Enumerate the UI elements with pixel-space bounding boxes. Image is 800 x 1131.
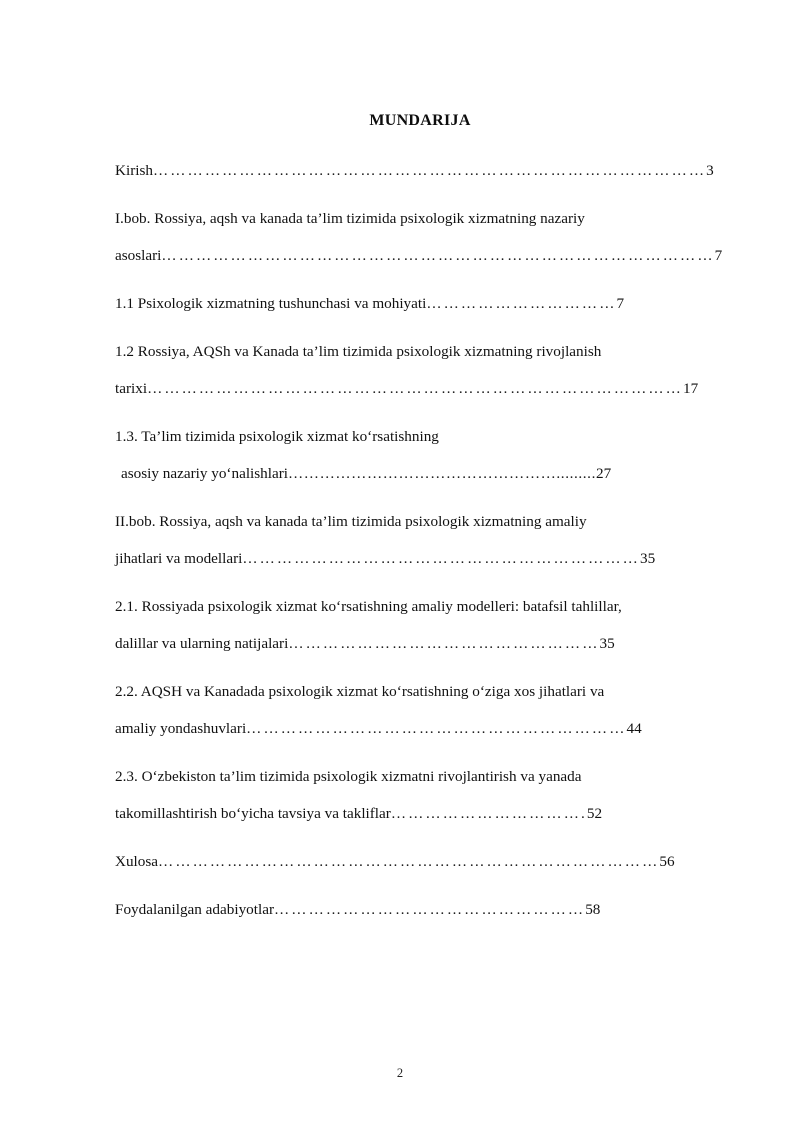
table-of-contents <box>115 152 725 928</box>
toc-leader-dots: ……………………………. <box>390 805 587 822</box>
toc-line <box>115 370 725 407</box>
toc-line <box>115 418 725 455</box>
toc-page-number: 35 <box>639 550 656 567</box>
toc-line <box>115 503 725 540</box>
toc-entry-title: 2.3. Oʻzbekiston ta’lim tizimida psixologik xizmatni rivojlantirish va yanada <box>115 768 582 785</box>
toc-entry-chapter-1 <box>115 200 725 274</box>
toc-entry-xulosa <box>115 843 725 880</box>
toc-line <box>115 625 725 662</box>
toc-line <box>115 891 725 928</box>
toc-entry-title-cont: tarixi <box>115 380 148 397</box>
toc-leader-dots: …………………………… <box>426 295 617 312</box>
toc-leader-dots: …………………………………………………………………………………… <box>161 247 715 264</box>
toc-leader-dots: …………………………………………………………………………… <box>158 853 660 870</box>
toc-line <box>115 710 725 747</box>
toc-entry-title-cont: asosiy nazariy yoʻnalishlari <box>121 465 289 482</box>
toc-page-number: 58 <box>585 901 601 918</box>
toc-line <box>115 455 725 492</box>
toc-leader-dots: …………………………………………………………………………………… <box>152 162 707 179</box>
toc-entry-references <box>115 891 725 928</box>
toc-entry-kirish <box>115 152 725 189</box>
toc-line <box>115 237 725 274</box>
toc-page-number: 52 <box>586 805 603 822</box>
toc-entry-section-2-3 <box>115 758 725 832</box>
toc-leader-dots: ………………………………………………………… <box>246 720 627 737</box>
toc-leader-dots: ………………………………………………………………………………… <box>147 380 683 397</box>
toc-entry-section-2-2 <box>115 673 725 747</box>
toc-entry-title: Xulosa <box>115 853 159 870</box>
toc-entry-title: 1.2 Rossiya, AQSh va Kanada ta’lim tizimida psixologik xizmatning rivojlanish <box>115 343 602 360</box>
toc-entry-title: 1.1 Psixologik xizmatning tushunchasi va mohiyati <box>115 295 427 312</box>
toc-line <box>115 540 725 577</box>
toc-entry-title-cont: takomillashtirish boʻyicha tavsiya va takliflar <box>115 805 391 822</box>
toc-line <box>115 588 725 625</box>
toc-page-number: 7 <box>616 295 625 312</box>
toc-page-number: 17 <box>682 380 699 397</box>
toc-entry-title: Kirish <box>115 162 153 179</box>
toc-content <box>115 112 725 939</box>
toc-line <box>115 285 725 322</box>
toc-page-number: 3 <box>706 162 714 179</box>
toc-entry-section-1-3 <box>115 418 725 492</box>
toc-entry-title-cont: jihatlari va modellari <box>115 550 243 567</box>
toc-entry-title: 1.3. Ta’lim tizimida psixologik xizmat koʻrsatishning <box>115 428 439 445</box>
toc-entry-title: I.bob. Rossiya, aqsh va kanada ta’lim tizimida psixologik xizmatning nazariy <box>115 210 585 227</box>
toc-leader-dots: ……………………………………………......... <box>288 465 596 482</box>
toc-entry-title: Foydalanilgan adabiyotlar <box>115 901 275 918</box>
toc-page-number: 7 <box>714 247 723 264</box>
toc-entry-title: 2.2. AQSH va Kanadada psixologik xizmat koʻrsatishning oʻziga xos jihatlari va <box>115 683 605 700</box>
toc-leader-dots: ……………………………………………… <box>274 901 586 918</box>
toc-entry-section-2-1 <box>115 588 725 662</box>
toc-page-number: 44 <box>626 720 642 737</box>
toc-entry-chapter-2 <box>115 503 725 577</box>
toc-entry-title: 2.1. Rossiyada psixologik xizmat koʻrsatishning amaliy modelleri: batafsil tahlillar, <box>115 598 622 615</box>
toc-line <box>115 200 725 237</box>
toc-entry-title-cont: amaliy yondashuvlari <box>115 720 247 737</box>
page-title: MUNDARIJA <box>369 112 471 129</box>
toc-entry-section-1-1 <box>115 285 725 322</box>
toc-entry-section-1-2 <box>115 333 725 407</box>
toc-entry-title: II.bob. Rossiya, aqsh va kanada ta’lim tizimida psixologik xizmatning amaliy <box>115 513 587 530</box>
toc-page-number: 56 <box>659 853 675 870</box>
toc-leader-dots: …………………………………………………………… <box>242 550 640 567</box>
toc-line <box>115 758 725 795</box>
toc-line <box>115 152 725 189</box>
toc-entry-title-cont: asoslari <box>115 247 162 264</box>
toc-page-number: 35 <box>599 635 615 652</box>
toc-line <box>115 333 725 370</box>
toc-line <box>115 795 725 832</box>
toc-line <box>115 673 725 710</box>
toc-page-number: 27 <box>595 465 612 482</box>
toc-line <box>115 843 725 880</box>
toc-leader-dots: ……………………………………………… <box>288 635 600 652</box>
page-folio-number: 2 <box>396 1066 404 1080</box>
toc-entry-title-cont: dalillar va ularning natijalari <box>115 635 289 652</box>
